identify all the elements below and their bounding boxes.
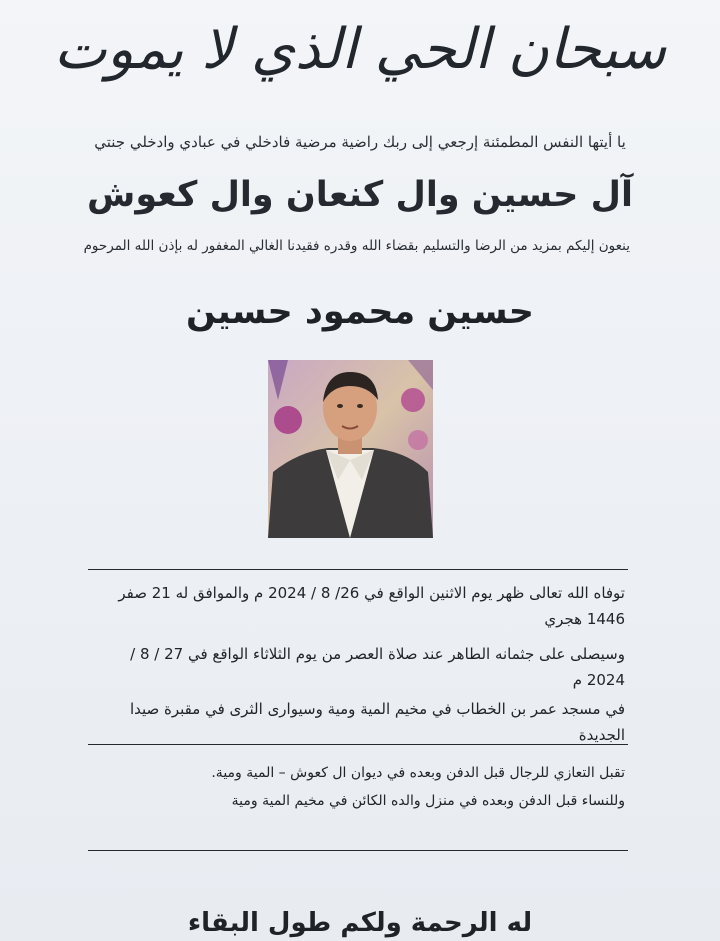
calligraphy-heading: سبحان الحي الذي لا يموت [53,17,667,82]
burial-location: في مسجد عمر بن الخطاب في مخيم المية ومية وسيوارى الثرى في مقبرة صيدا الجديدة [129,700,625,744]
portrait-illustration [268,360,433,538]
condolences-women: وللنساء قبل الدفن وبعده في منزل والده الكائن في مخيم المية ومية [231,793,625,809]
family-names: آل حسين وال كنعان وال كعوش [87,175,633,215]
prayer-details: وسيصلى على جثمانه الطاهر عند صلاة العصر من يوم الثلاثاء الواقع في 27 / 8 / 2024 م [130,645,625,689]
divider-top [88,569,628,570]
divider-bottom [88,850,628,851]
condolences-men: تقبل التعازي للرجال قبل الدفن وبعده في ديوان ال كعوش – المية ومية. [211,765,625,781]
death-details: توفاه الله تعالى ظهر يوم الاثنين الواقع في 26/ 8 / 2024 م والموافق له 21 صفر 1446 هجري [118,584,625,628]
deceased-photo [268,360,433,538]
deceased-name: حسين محمود حسين [186,292,534,332]
closing-phrase: له الرحمة ولكم طول البقاء [187,908,533,938]
divider-middle [88,744,628,745]
announcement-text: ينعون إليكم بمزيد من الرضا والتسليم بقضاء الله وقدره فقيدنا الغالي المغفور له بإذن الله المرحوم [83,238,630,254]
quran-verse: يا أيتها النفس المطمئنة إرجعي إلى ربك راضية مرضية فادخلي في عبادي وادخلي جنتي [94,133,626,151]
